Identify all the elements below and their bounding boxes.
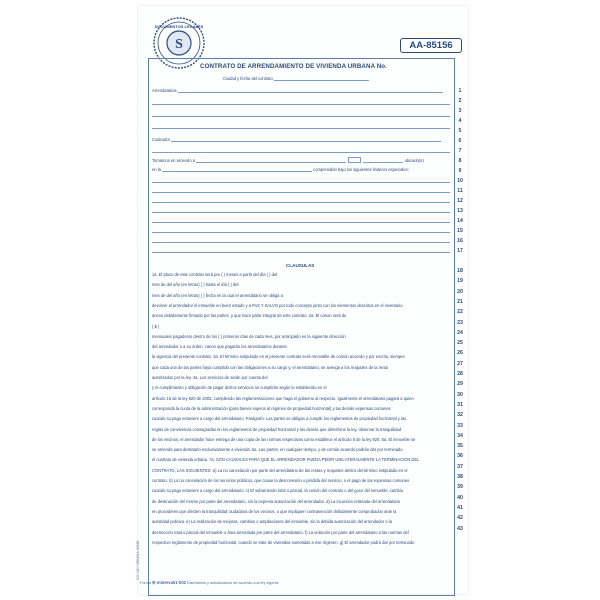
blank-line[interactable] <box>152 202 450 203</box>
number-box[interactable] <box>348 157 361 163</box>
clause-row: autorizados por la ley. 4a. Los servicios de serán por cuenta del <box>152 375 268 380</box>
line-number: 30 <box>457 391 463 398</box>
line-number: 3 <box>458 108 462 114</box>
rent-from-label: Tomamos en arriendo a <box>152 158 196 163</box>
line-number: 38 <box>457 474 463 480</box>
blank-line[interactable] <box>152 222 450 223</box>
line-number: 29 <box>457 381 463 388</box>
city-date-row <box>223 76 373 81</box>
footer-brand-icon: ☰ <box>152 580 156 585</box>
line-number: 1 <box>458 88 462 94</box>
clause-row: anexo debidamente firmado por las partes, y que hace parte integral de este contrato. 2a. El canon será de <box>152 313 347 319</box>
clause-row: corresponda la cuota de la administración (para bienes sujetos al régimen de propiedad horizontal) y las demás expensas comunes <box>152 405 391 411</box>
property-input[interactable] <box>363 158 403 163</box>
line-number: 6 <box>458 138 462 144</box>
line-number: 8 <box>458 158 462 164</box>
clause-row: cuando su pago estuviere a cargo del arrendatario. c) El subarriendo total o parcial, la cesión del contrato o del goce del inmueble, cambio <box>152 488 404 494</box>
line-number: 16 <box>457 238 463 244</box>
line-number: 20 <box>457 288 463 295</box>
line-number: 43 <box>457 525 463 532</box>
line-number: 18 <box>457 268 463 274</box>
document-number: AA-85156 <box>400 38 462 53</box>
cosigner-label: Codeudor <box>152 137 170 142</box>
line-number: 9 <box>458 168 462 174</box>
line-number: 31 <box>457 401 463 408</box>
line-number: 4 <box>458 118 462 124</box>
clause-row: mes de del año (en letras) ( ) hasta el día ( ) del <box>152 282 239 288</box>
svg-text:DOCUMENTOS LEGALES: DOCUMENTOS LEGALES <box>154 24 204 29</box>
clauses-heading: CLAUSULAS <box>286 263 315 268</box>
contract-title: CONTRATO DE ARRENDAMIENTO DE VIVIENDA URBANA No. <box>200 63 387 70</box>
clause-row: reglas de convivencia consagradas en los reglamentos de propiedad horizontal y las demás que determine la ley, observar la tranquilidad <box>152 426 402 432</box>
line-number: 12 <box>457 198 463 204</box>
clause-row: se arrienda para destinarlo exclusivamente a vivienda. 6a. Las partes, en cualquier tiempo, y de común acuerdo podrán dar por terminado <box>152 447 403 453</box>
location-row <box>152 167 450 172</box>
blank-line[interactable] <box>152 242 450 243</box>
line-number: 34 <box>457 432 463 439</box>
line-number: 21 <box>457 298 463 305</box>
line-number: 32 <box>457 412 463 419</box>
line-number: 25 <box>457 340 463 347</box>
in-label: en la <box>152 167 161 172</box>
clause-row: que cada una de las partes haya cumplido con las obligaciones a su cargo y, el arrendatario, se avenga a los reajustes de la renta <box>152 364 388 370</box>
line-number: 42 <box>457 515 463 522</box>
blank-line[interactable] <box>152 182 450 183</box>
clause-row: contrato. b) La no cancelación de los servicios públicos, que cause la desconexión o pérdida del servicio, o el pago de las expensas comunes <box>152 478 410 483</box>
clause-row: destrucción total o parcial del inmueble o área arrendada por parte del arrendatario. f) La violación por parte del arrendatario a las normas del <box>152 529 409 535</box>
clause-row: en procederes que afecten la tranquilidad ciudadana de los vecinos, o que impliquen contravención debidamente comprobados ante la <box>152 508 397 514</box>
landlord-input[interactable] <box>196 158 346 163</box>
footer-note: Diseñamos y actualizamos de acuerdo a la ley vigente <box>187 581 279 585</box>
clause-row: 1a. El plazo de este contrato será por ( ) meses a partir del día ( ) del <box>152 272 278 277</box>
line-number: 27 <box>457 360 463 367</box>
cosigner-input[interactable] <box>171 137 441 142</box>
rent-from-row <box>152 157 450 163</box>
footer-form-label: Forma <box>140 581 151 585</box>
clause-row: de destinación del mismo por parte del arrendatario, sin la expresa autorización del arrendador. d) La incursión reiterada del arrendatario <box>152 498 401 504</box>
blank-line[interactable] <box>152 232 450 233</box>
line-number: 26 <box>457 350 463 357</box>
line-number: 35 <box>457 443 463 450</box>
tenants-label: Arrendatarios <box>152 88 177 93</box>
blank-line[interactable] <box>152 116 450 117</box>
line-number: 23 <box>457 319 463 326</box>
clause-row: CONTRATO, LAS SIGUIENTES: a) La no cancelación por parte del arrendatario de las rentas y reajustes dentro del término estipulado en el <box>152 467 408 473</box>
blank-line[interactable] <box>152 192 450 193</box>
clause-row: respectivo reglamento de propiedad horizontal, cuando se trate de viviendas sometidas a ese régimen. g) El arrendador podrá dar por terminado <box>152 539 415 545</box>
blank-line[interactable] <box>152 212 450 213</box>
boundaries-label: comprendido bajo los siguientes linderos especiales: <box>313 167 409 172</box>
line-number: 22 <box>457 309 463 316</box>
line-number: 28 <box>457 371 463 377</box>
line-number: 33 <box>457 422 463 429</box>
line-number: 17 <box>457 248 463 254</box>
line-number: 14 <box>457 218 463 224</box>
blank-line[interactable] <box>152 104 450 105</box>
address-input[interactable] <box>162 167 312 172</box>
footer-code: minerva01-002 <box>156 580 186 585</box>
line-number: 24 <box>457 329 463 336</box>
clause-row: del arrendador o a su orden, canon que pagarán los arrendatarios durante <box>152 344 287 350</box>
side-print: CO 1420 URBANA /ARAB <box>136 540 140 580</box>
clause-row: la vigencia del presente contrato. 3a. El término estipulado en el presente contrato será renovable de común acuerdo y por escrito, siempre <box>152 354 405 360</box>
city-date-label: Ciudad y fecha del contrato <box>223 76 273 81</box>
clause-row: cuando su pago estuviere a cargo del arrendatario. Parágrafo: Las partes se obligan a cumplir los reglamentos de propiedad horizontal y las <box>152 416 407 422</box>
line-number: 2 <box>458 98 462 104</box>
contract-sheet <box>138 6 468 594</box>
line-number: 39 <box>457 484 463 491</box>
blank-line[interactable] <box>152 252 450 253</box>
line-number: 41 <box>457 504 463 511</box>
city-date-input[interactable] <box>274 76 369 81</box>
clause-row: mes de del año (en letras) ( ) fecha en la cual el arrendatario se obliga a <box>152 292 283 298</box>
line-number: 37 <box>457 463 463 470</box>
line-number: 11 <box>457 188 463 194</box>
svg-text:S: S <box>175 37 183 52</box>
tenants-row <box>152 88 450 93</box>
line-number: 7 <box>458 148 462 154</box>
located-label: ubicado(s) <box>404 158 424 163</box>
clause-row: ( $ ) <box>152 323 160 329</box>
clause-row: y el cumplimiento y obligación de pagar dichos servicios se cumplirán según lo establecido en el <box>152 385 327 391</box>
line-number: 15 <box>457 228 463 234</box>
cosigner-row <box>152 137 450 142</box>
clause-row: devolver al arrendador el inmueble en buen estado y a PAZ Y SALVO por todo concepto junto con los elementos descritos en el inventario <box>152 302 403 308</box>
line-number: 36 <box>457 453 463 460</box>
line-number: 19 <box>457 278 463 285</box>
clause-row: artículo 15 de la ley 820 de 2003, cumpliendo las reglamentaciones que haga el gobierno al respecto. Igualmente el arrendatario pagará a quien <box>152 395 414 401</box>
clause-row: mensuales pagaderos dentro de los ( ) primeros días de cada mes, por anticipado en la siguiente dirección <box>152 333 346 339</box>
line-number: 10 <box>457 178 463 184</box>
form-footer <box>140 580 279 585</box>
blank-line[interactable] <box>152 128 450 129</box>
clause-row: el contrato de vivienda urbana. 7a. SON CAUSALES PARA QUE EL ARRENDADOR PUEDA PEDIR UNILATERALMENTE LA TERMINACIÓN DEL <box>152 457 420 463</box>
clause-row: autoridad policiva. e) La realización de mejoras, cambios o ampliaciones del inmueble, sin la debida autorización del arrendador o la <box>152 519 392 525</box>
tenants-input[interactable] <box>178 88 443 93</box>
line-number: 5 <box>458 128 462 134</box>
line-number: 13 <box>457 208 463 214</box>
blank-line[interactable] <box>152 152 450 153</box>
line-number: 40 <box>457 494 463 501</box>
clause-row: de los vecinos; el arrendador hace entrega de una copia de las normas respectivas como establece el artículo 8 de la ley 820. 5a. El inmueble se <box>152 436 416 442</box>
